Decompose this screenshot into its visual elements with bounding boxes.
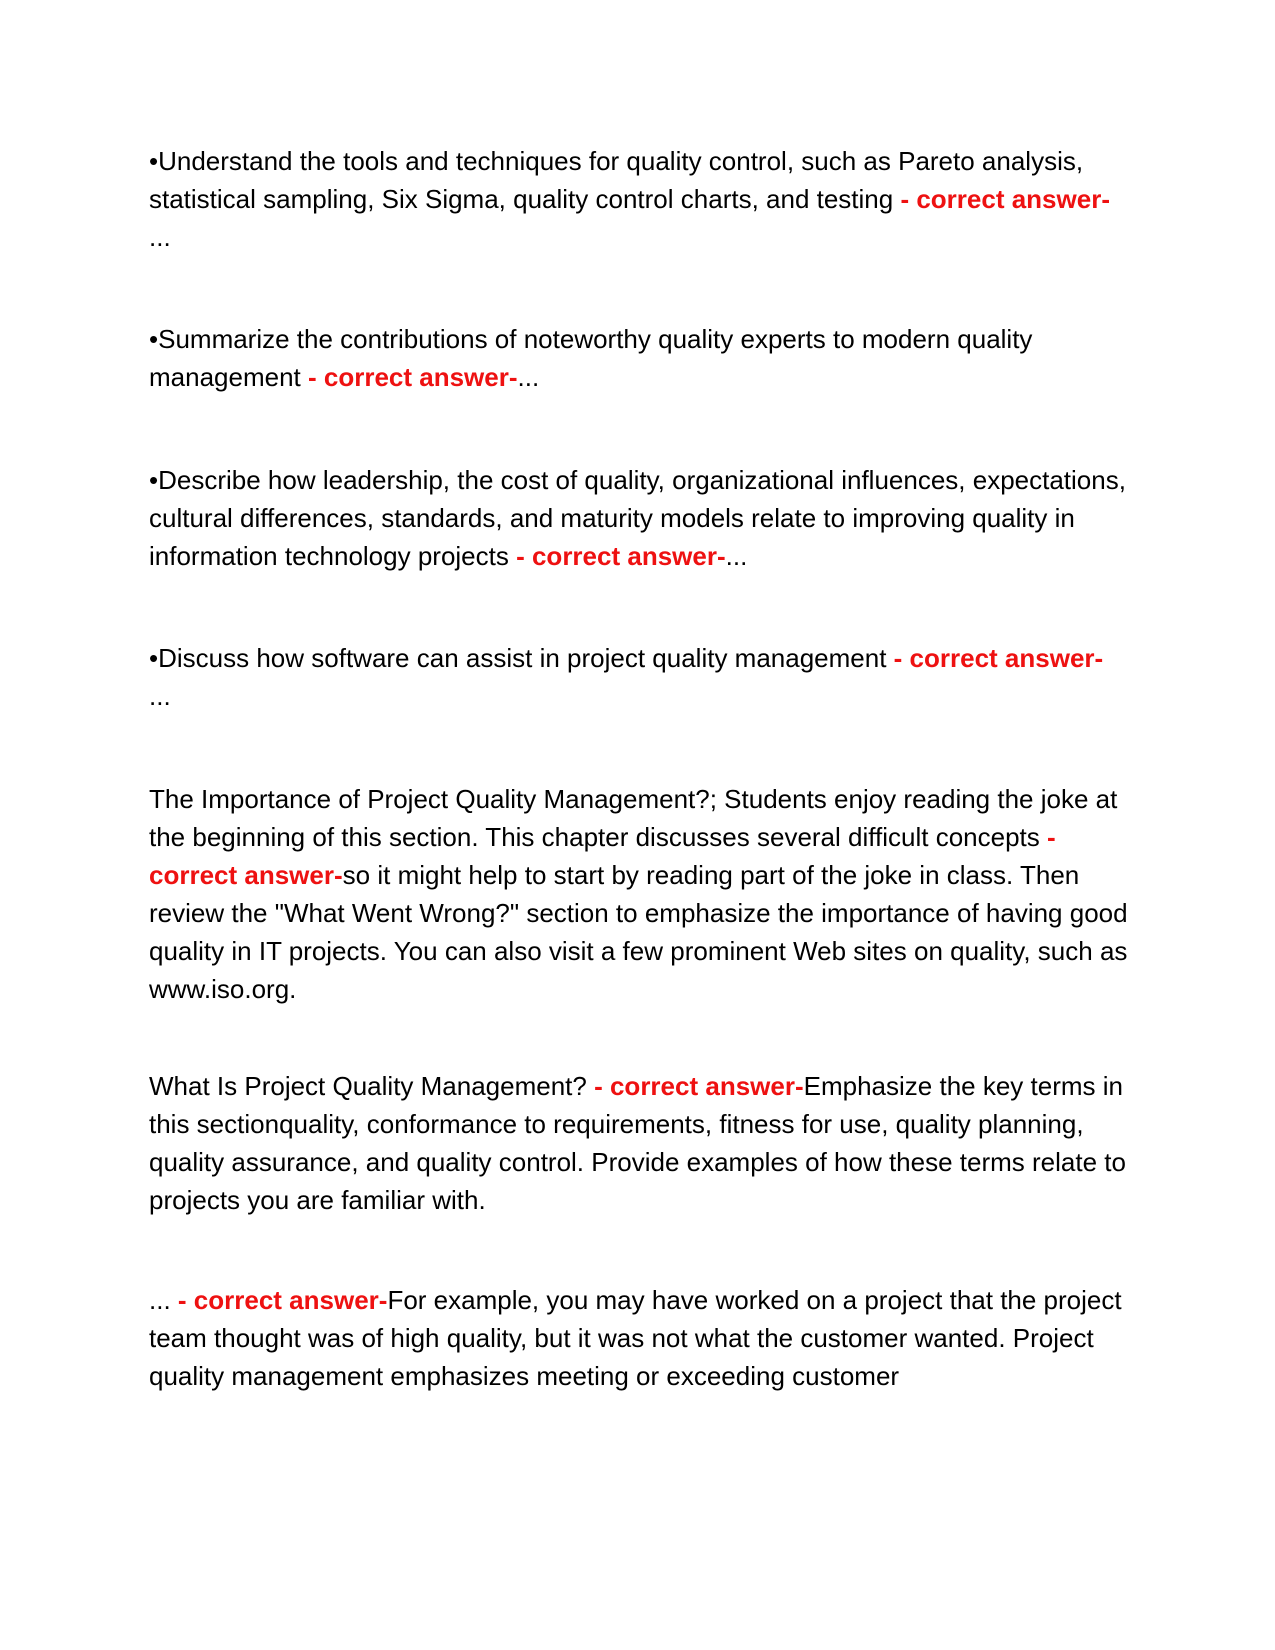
correct-answer-label: - correct answer- xyxy=(307,362,518,392)
question-text: The Importance of Project Quality Management?; Students enjoy reading the joke at the beginning of this section. This chapter discusses several difficult concepts xyxy=(149,784,1118,852)
correct-answer-label: - correct answer- xyxy=(594,1071,804,1101)
correct-answer-label: - correct answer- xyxy=(516,541,726,571)
answer-text: so it might help to start by reading part of the joke in class. Then review the "What Went Wrong?" section to emphasize the importance of having good quality in IT projects. You can also visit a few prominent Web sites on quality, such as www.iso.org. xyxy=(149,860,1128,1004)
qa-entry-tools-techniques xyxy=(149,142,1129,256)
correct-answer-label: - correct answer- xyxy=(893,643,1104,673)
qa-entry-software-assist xyxy=(149,639,1129,715)
answer-text: Emphasize the key terms in this sectionquality, conformance to requirements, fitness for use, quality planning, quality assurance, and quality control. Provide examples of how these terms relate to projects you are familiar with. xyxy=(149,1071,1126,1215)
qa-entry-leadership-cost xyxy=(149,461,1129,575)
answer-text: ... xyxy=(725,541,748,571)
qa-entry-example xyxy=(149,1281,1129,1395)
question-text: •Describe how leadership, the cost of quality, organizational influences, expectations, cultural differences, standards, and maturity models relate to improving quality in information technology projects xyxy=(149,465,1126,571)
question-text: •Understand the tools and techniques for quality control, such as Pareto analysis, statistical sampling, Six Sigma, quality control charts, and testing xyxy=(149,146,1084,214)
question-text: ... xyxy=(149,1285,178,1315)
correct-answer-label: - correct answer- xyxy=(900,184,1110,214)
question-text: What Is Project Quality Management? xyxy=(149,1071,595,1101)
qa-entry-importance xyxy=(149,780,1129,1008)
answer-text: ... xyxy=(149,681,171,711)
qa-entry-quality-experts xyxy=(149,320,1129,396)
answer-text: ... xyxy=(149,222,171,252)
correct-answer-label: - correct answer- xyxy=(149,822,1056,890)
question-text: •Summarize the contributions of noteworthy quality experts to modern quality management xyxy=(149,324,1033,392)
qa-entry-what-is-pqm xyxy=(149,1067,1129,1219)
answer-text: For example, you may have worked on a project that the project team thought was of high quality, but it was not what the customer wanted. Project quality management emphasizes meeting or exceeding customer xyxy=(149,1285,1122,1391)
question-text: •Discuss how software can assist in project quality management xyxy=(149,643,894,673)
answer-text: ... xyxy=(517,362,540,392)
correct-answer-label: - correct answer- xyxy=(177,1285,388,1315)
